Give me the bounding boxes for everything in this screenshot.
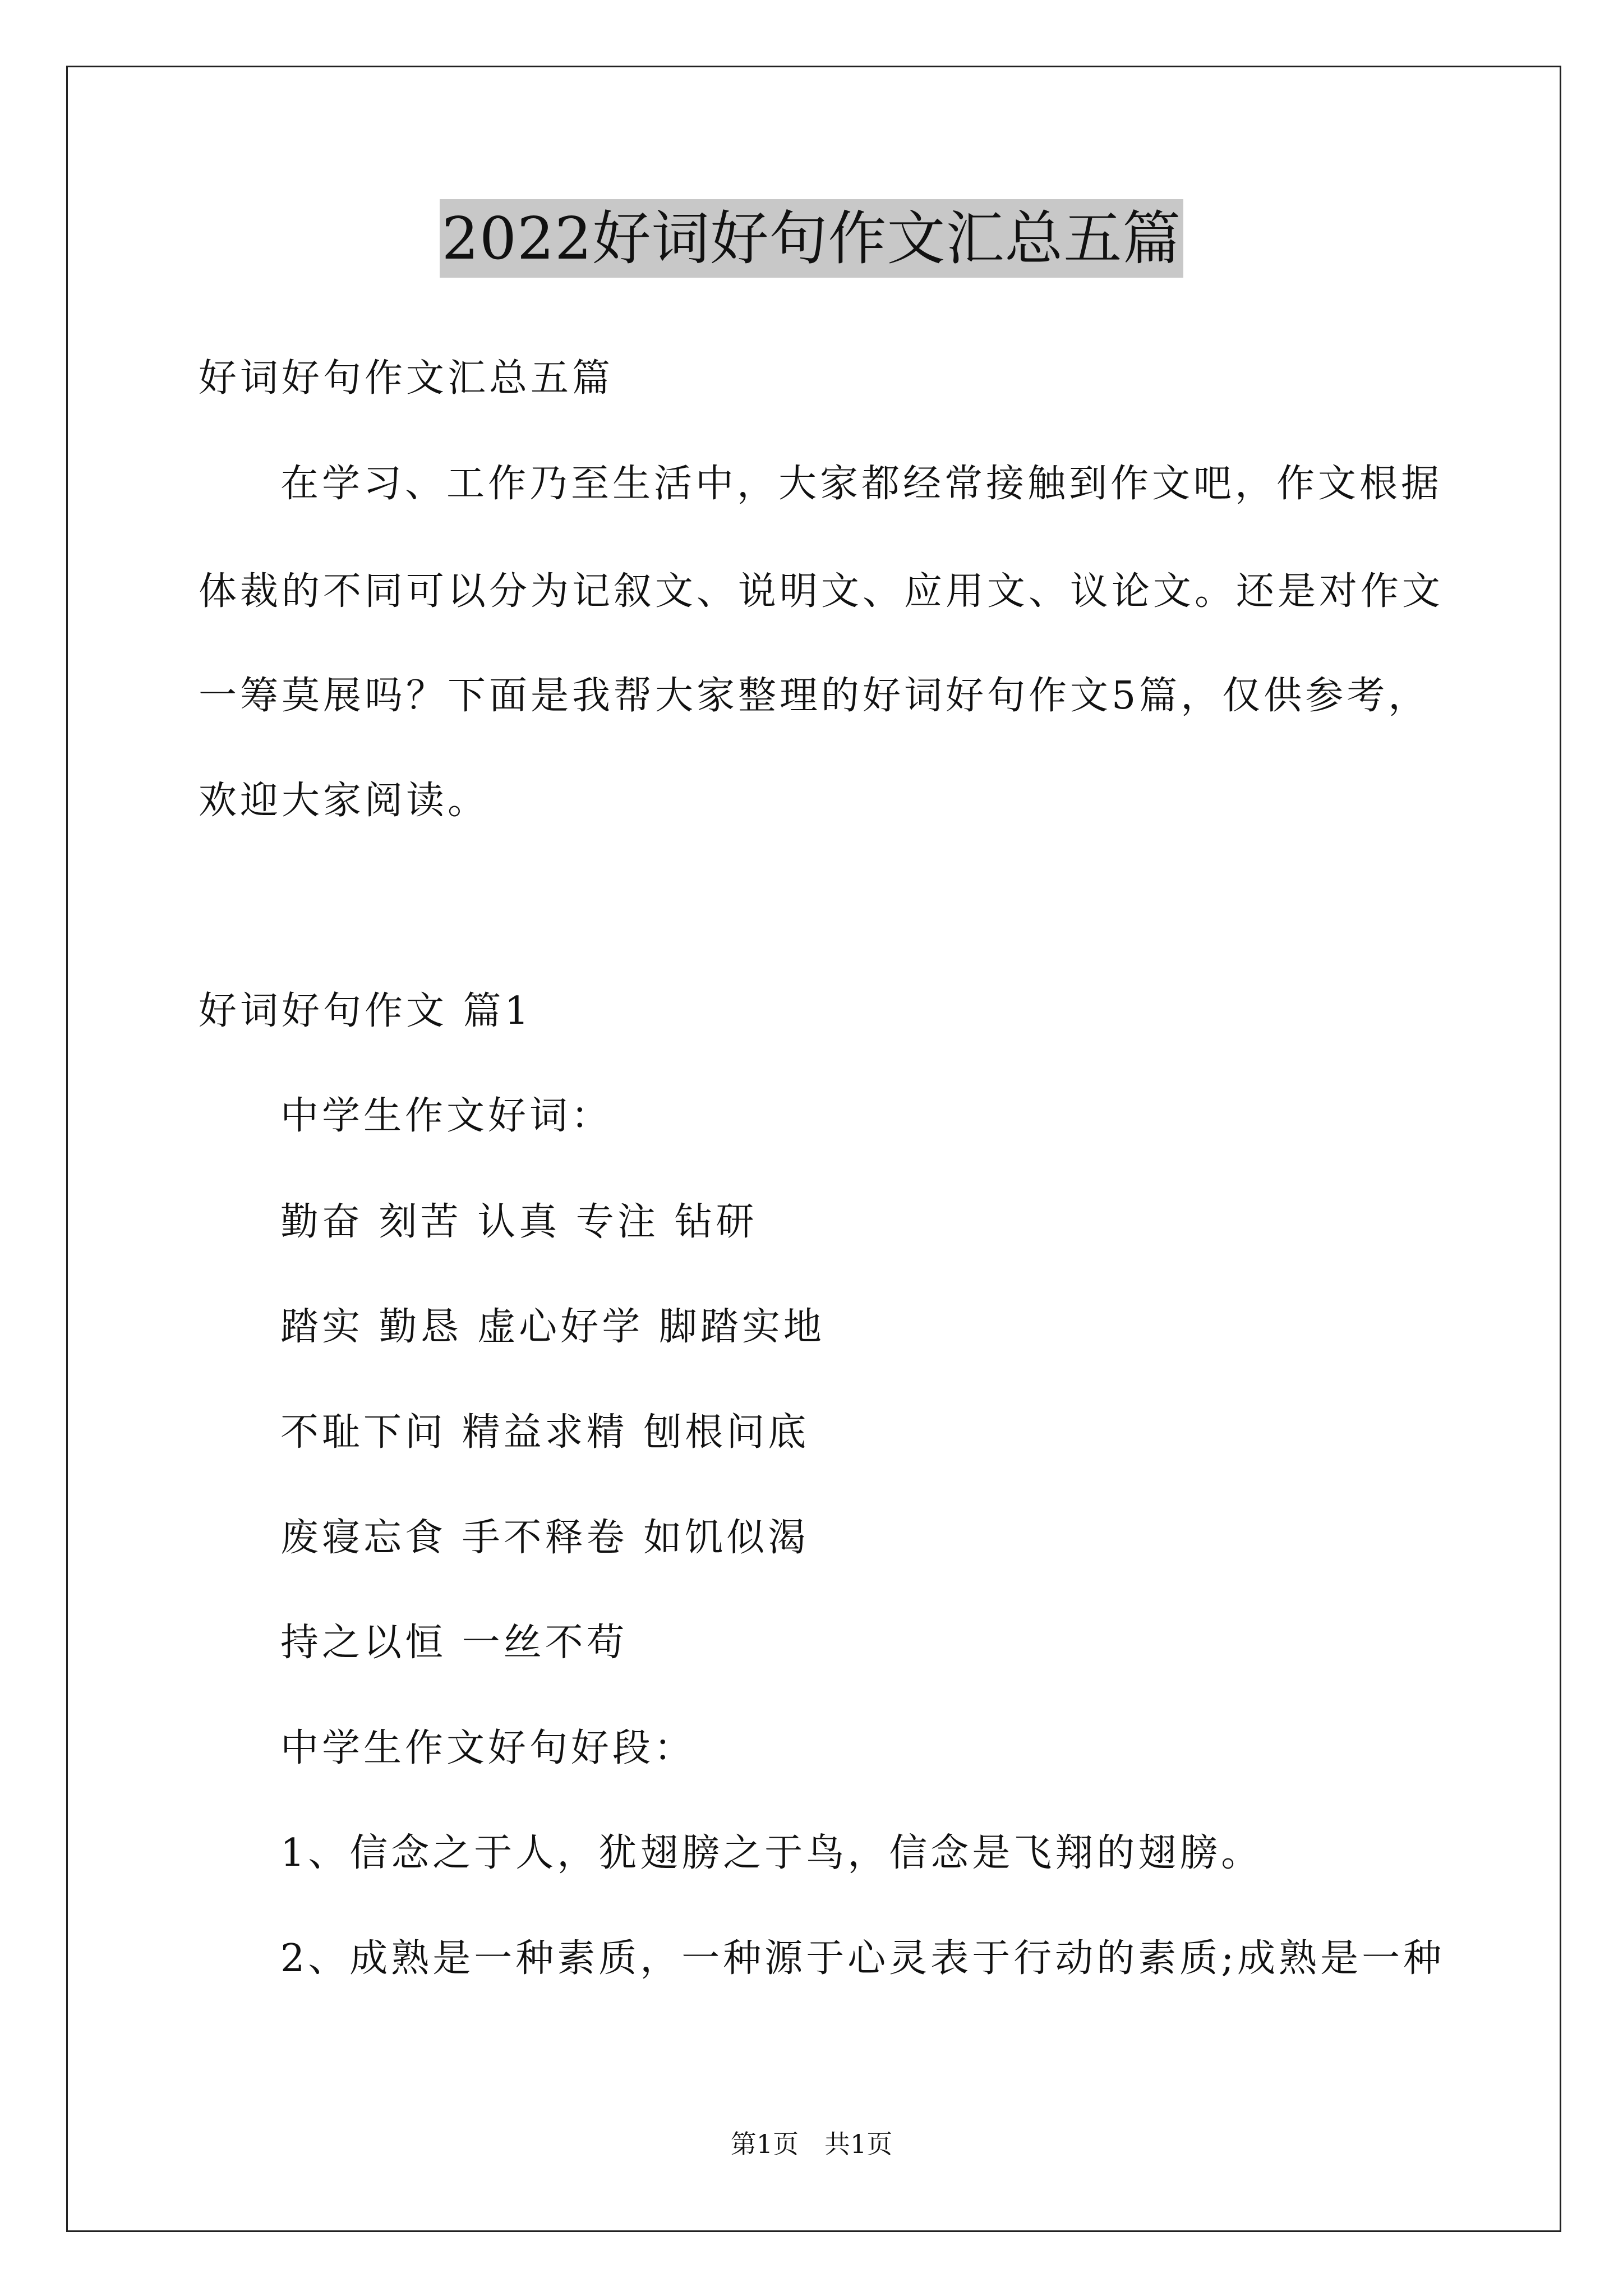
sentence-item: 1、信念之于人，犹翅膀之于鸟，信念是飞翔的翅膀。 bbox=[280, 1831, 1263, 1875]
paragraph-line: 在学习、工作乃至生活中，大家都经常接触到作文吧，作文根据 bbox=[280, 462, 1443, 506]
paragraph-line: 中学生作文好词： bbox=[280, 1094, 613, 1138]
sentence-item: 2、成熟是一种素质，一种源于心灵表于行动的素质;成熟是一种 bbox=[280, 1936, 1445, 1981]
word-list-line: 持之以恒 一丝不苟 bbox=[280, 1621, 628, 1665]
title-container bbox=[0, 199, 1623, 278]
section-heading: 好词好句作文 篇1 bbox=[199, 989, 532, 1033]
word-list-line: 废寝忘食 手不释卷 如饥似渴 bbox=[280, 1516, 810, 1560]
paragraph-line: 一筹莫展吗？下面是我帮大家整理的好词好句作文5篇，仅供参考， bbox=[199, 674, 1430, 718]
subtitle-line: 好词好句作文汇总五篇 bbox=[199, 356, 614, 401]
word-list-line: 踏实 勤恳 虚心好学 脚踏实地 bbox=[280, 1305, 825, 1349]
document-title: 2022好词好句作文汇总五篇 bbox=[440, 199, 1184, 278]
word-list-line: 不耻下问 精益求精 刨根问底 bbox=[280, 1410, 810, 1455]
paragraph-line: 体裁的不同可以分为记叙文、说明文、应用文、议论文。还是对作文 bbox=[199, 569, 1444, 614]
word-list-line: 勤奋 刻苦 认真 专注 钻研 bbox=[280, 1200, 758, 1244]
paragraph-line: 中学生作文好句好段： bbox=[280, 1726, 696, 1770]
page-footer: 第1页 共1页 bbox=[730, 2129, 893, 2159]
paragraph-line: 欢迎大家阅读。 bbox=[199, 779, 490, 823]
